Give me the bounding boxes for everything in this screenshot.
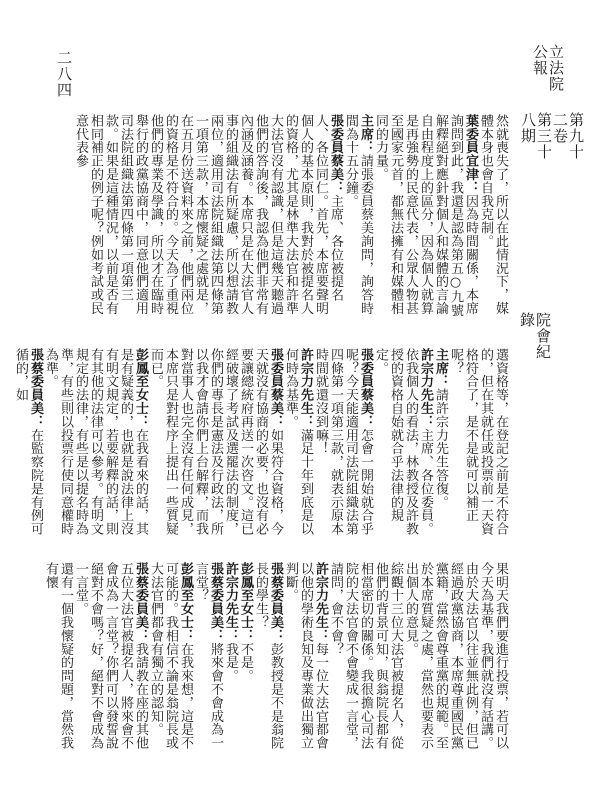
paragraph-text: 請許宗力先生答復。	[433, 388, 448, 509]
speaker-label: 主席：	[433, 348, 448, 389]
paragraph-text: 彭教授是不是翁院長的學生？	[253, 562, 283, 750]
paragraph	[373, 348, 433, 540]
paragraph	[238, 562, 253, 758]
section-label: 院會紀錄	[518, 312, 552, 360]
speaker-label: 張蔡委員美：	[133, 562, 148, 643]
paragraph	[223, 562, 238, 758]
paragraph-text: 在監察院是有例可循的，如	[13, 348, 43, 536]
paragraph	[193, 562, 223, 758]
paragraph-text: 在我看來的話，其是有疑義的，也就是說法律上沒有明文規定，若要解釋的話，則有其他的法律可以參考。有明文規定的法律，有些是以提名時為準，有些則以投票行使同意權時為準。	[43, 348, 148, 536]
paragraph-text: 在我來想，這是不可能的。我相信不論是翁院長或大法官們都會有獨立的認知。	[148, 562, 193, 750]
paragraph	[373, 114, 478, 326]
paragraph	[148, 348, 283, 540]
paragraph-text: 怎會一開始就合乎呢？今天能適用司法院組織法第四條第一項第三款，就表示原本時間就還沒到嘛！	[313, 348, 373, 536]
paragraph-text: 我請教在座的其他五位大法官被提名人，將來會不會成為一言堂？你們可以發誓說絕對不會嗎？好，絕對不會成為一言堂。	[73, 562, 148, 750]
speaker-label: 許宗力先生：	[223, 562, 238, 643]
paragraph	[73, 562, 148, 758]
paragraph	[433, 348, 448, 540]
paragraph-text: 如果符合資格，今天就沒有協商的必要，也沒有必要讓總統府再送一次咨文。這已經破壞了考試及選罷法的制度，你們的專長是憲法及行政法，所以我才會請你們上台解釋，而我對當事人也完全沒有任何成見，本席只是對程序上提出一些質疑而已。	[148, 348, 283, 536]
paragraph-text: 主席、各位被提名人、各位同仁。首先，本席要聲明個人的基本原則，我對於被提名人的資格，尤其是林準大法官和許準大法官沒有認識，但是這幾天聽過他們的答詢後，我認為他們非常有內涵及涵養。本席只是在大法官人事的組織法有所疑慮，所以想請教兩位，適用司法院組織法第四條第一項第三款，本席懷疑之處就是，在五月份送資料來之前，他們兩位的資格是不符合的。今天為了重視他們的專業及學識，所以才在臨時舉行的政黨協商中，同意他們適用司法院組織法第四條第一項第三款。如果是這種情況，以前是否有相同補正的例子呢？例如考試或民意代表參	[73, 114, 343, 315]
paragraph	[253, 562, 283, 758]
speaker-label: 彭鳳至女士：	[238, 562, 253, 643]
paragraph	[478, 114, 508, 326]
paragraph-text: 滿足十年到底是以何時為基準。	[283, 348, 313, 536]
paragraph	[448, 348, 508, 540]
paragraph	[43, 562, 73, 758]
speaker-label: 主席：	[358, 114, 373, 155]
paragraph	[283, 562, 328, 758]
speaker-label: 葉委員宜津：	[463, 114, 478, 195]
speaker-label: 張蔡委員美：	[208, 562, 223, 643]
text-tier-top	[73, 114, 508, 326]
paragraph-text: 果明天我們要進行投票，若可以今天為基準，我們就沒有話講。由於大法官以往並無此例，但已經過政黨協商，本席尊重國民黨黨籍，當然會尊重黨的規範。至於本席質疑之處，當然也要表示出個人的意見。	[403, 562, 508, 750]
speaker-label: 彭鳳至女士：	[178, 562, 193, 643]
paragraph-text: 每一位大法官都會以他的學術良知及專業做出獨立判斷。	[283, 562, 328, 750]
paragraph	[73, 114, 343, 326]
paragraph	[13, 348, 43, 540]
paragraph	[328, 562, 403, 758]
page-number: 二八四	[55, 50, 73, 98]
speaker-label: 許宗力先生：	[313, 562, 328, 643]
speaker-label: 彭鳳至女士：	[133, 348, 148, 429]
speaker-label: 許宗力先生：	[418, 348, 433, 429]
journal-title: 立法院公報	[531, 44, 565, 92]
paragraph	[403, 562, 508, 758]
paragraph-text: 將來會不會成為一言堂？	[193, 562, 223, 750]
text-tier-middle	[13, 348, 508, 540]
paragraph-text: 選資格等，在登記之前是不符合的，但在其就任或投票前一天資格符合了，是不是就可以補正呢？	[448, 348, 508, 536]
paragraph-text: 不是。	[238, 642, 253, 683]
paragraph	[43, 348, 148, 540]
paragraph-text: 請張委員蔡美詢問，詢答時間為十五分鐘。	[343, 114, 373, 316]
paragraph	[313, 348, 373, 540]
paragraph	[343, 114, 373, 326]
paragraph-text: 因為時間關係，本席詢問到此，我還是認為第五○九號解釋絕對應針對個人和媒體的言論自由程度上的區分，因為個人就算是再強勢的民意代表，公眾人物甚至國家元首，都無法擁有和媒體相同的力量。	[373, 114, 478, 317]
paragraph-text: 還有一個我懷疑的問題，當然我有懷	[43, 562, 73, 750]
speaker-label: 張蔡委員美：	[28, 348, 43, 429]
speaker-label: 張委員蔡美：	[268, 348, 283, 429]
volume-label: 第九十二卷 第三十八期	[519, 112, 585, 160]
speaker-label: 許宗力先生：	[298, 348, 313, 429]
speaker-label: 張蔡委員美：	[268, 562, 283, 643]
paragraph	[283, 348, 313, 540]
speaker-label: 張委員蔡美：	[328, 114, 343, 195]
paragraph-text: 綜觀十三位大法官被提名人，從他們的背景可知，與翁院長都有相當密切的關係。我很擔心司法院的大法官會不會變成一言堂，請問，會不會？	[328, 562, 403, 750]
text-tier-bottom	[43, 562, 508, 758]
paragraph-text: 主席、各位委員。依我個人的看法，林教授及許教授的資格自始就合乎法律的規定。	[373, 348, 433, 536]
paragraph	[148, 562, 193, 758]
paragraph-text: 然就喪失了，所以在此情況下，媒體本身也會自我克制。	[478, 114, 508, 315]
paragraph-text: 我是。	[223, 642, 238, 683]
speaker-label: 張委員蔡美：	[358, 348, 373, 429]
